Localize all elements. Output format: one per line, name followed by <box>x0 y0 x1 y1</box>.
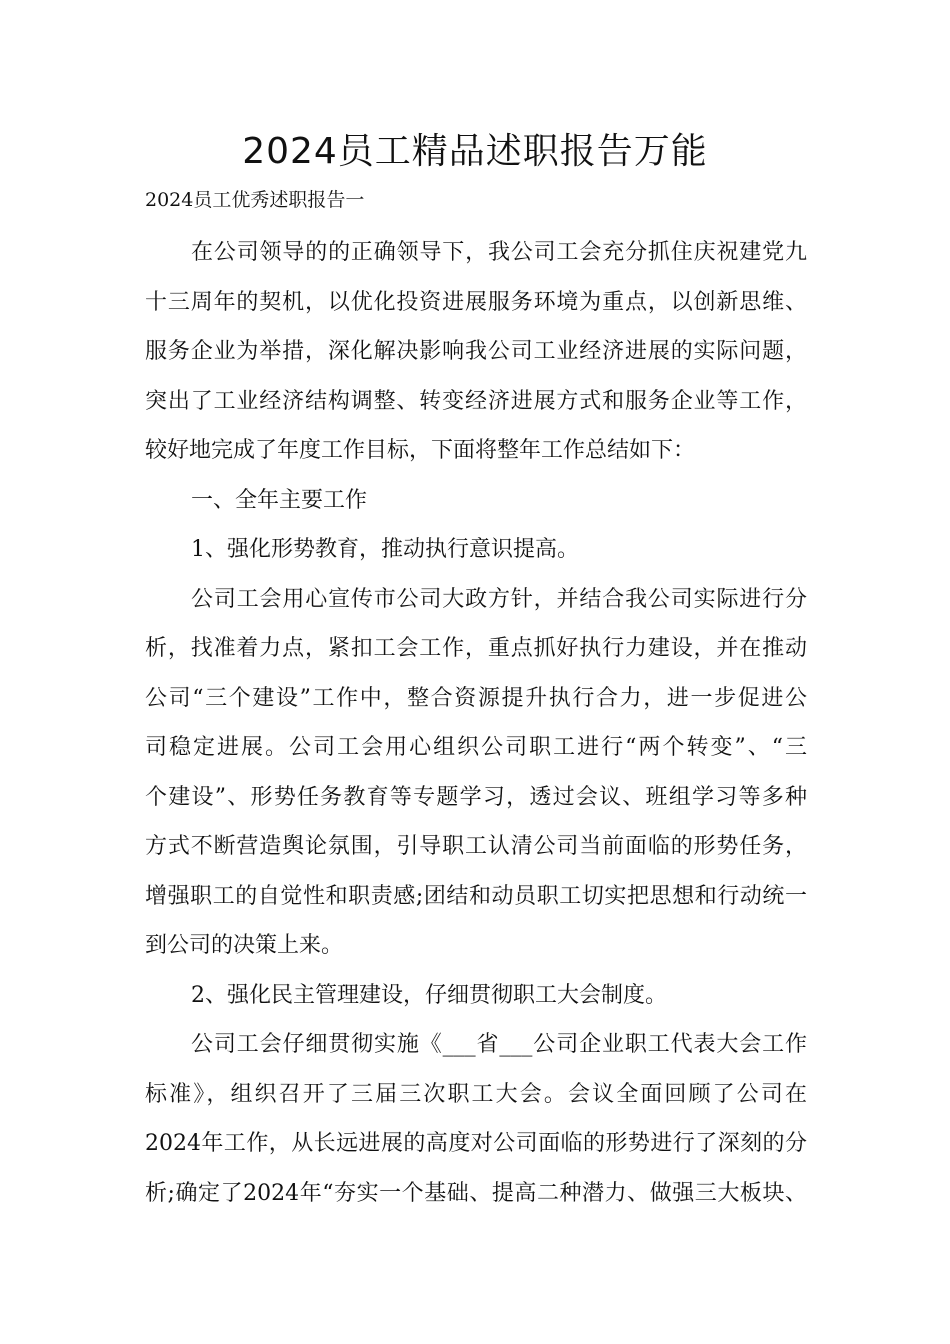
paragraph-line: 公司“三个建设”工作中，整合资源提升执行合力，进一步促进公 <box>145 685 807 711</box>
paragraph-line: 在公司领导的的正确领导下，我公司工会充分抓住庆祝建党九 <box>191 240 807 265</box>
paragraph-line: 析;确定了2024年“夯实一个基础、提高二种潜力、做强三大板块、 <box>145 1180 807 1206</box>
paragraph-line: 公司工会仔细贯彻实施《___省___公司企业职工代表大会工作 <box>191 1032 807 1057</box>
document-subtitle: 2024员工优秀述职报告一 <box>145 189 365 211</box>
document-title: 2024员工精品述职报告万能 <box>242 131 708 172</box>
paragraph-line: 一、全年主要工作 <box>191 487 368 513</box>
paragraph-line: 个建设”、形势任务教育等专题学习，透过会议、班组学习等多种 <box>145 784 807 810</box>
paragraph-line: 2、强化民主管理建设，仔细贯彻职工大会制度。 <box>191 982 667 1008</box>
paragraph-line: 析，找准着力点，紧扣工会工作，重点抓好执行力建设，并在推动 <box>145 636 807 661</box>
paragraph-line: 十三周年的契机，以优化投资进展服务环境为重点，以创新思维、 <box>145 289 807 315</box>
paragraph-line: 到公司的决策上来。 <box>145 933 344 958</box>
paragraph-line: 1、强化形势教育，推动执行意识提高。 <box>191 537 579 562</box>
paragraph-line: 司稳定进展。公司工会用心组织公司职工进行“两个转变”、“三 <box>145 735 807 760</box>
paragraph-line: 标准》，组织召开了三届三次职工大会。会议全面回顾了公司在 <box>145 1081 807 1107</box>
paragraph-line: 公司工会用心宣传市公司大政方针，并结合我公司实际进行分 <box>191 586 807 612</box>
document-body <box>145 228 807 1218</box>
paragraph-line: 服务企业为举措，深化解决影响我公司工业经济进展的实际问题， <box>145 339 807 364</box>
paragraph-line: 方式不断营造舆论氛围，引导职工认清公司当前面临的形势任务， <box>145 834 807 859</box>
paragraph-line: 较好地完成了年度工作目标，下面将整年工作总结如下： <box>145 438 696 463</box>
paragraph-line: 增强职工的自觉性和职责感;团结和动员职工切实把思想和行动统一 <box>145 883 807 909</box>
paragraph-line: 2024年工作，从长远进展的高度对公司面临的形势进行了深刻的分 <box>145 1131 807 1156</box>
paragraph-line: 突出了工业经济结构调整、转变经济进展方式和服务企业等工作， <box>145 388 807 414</box>
